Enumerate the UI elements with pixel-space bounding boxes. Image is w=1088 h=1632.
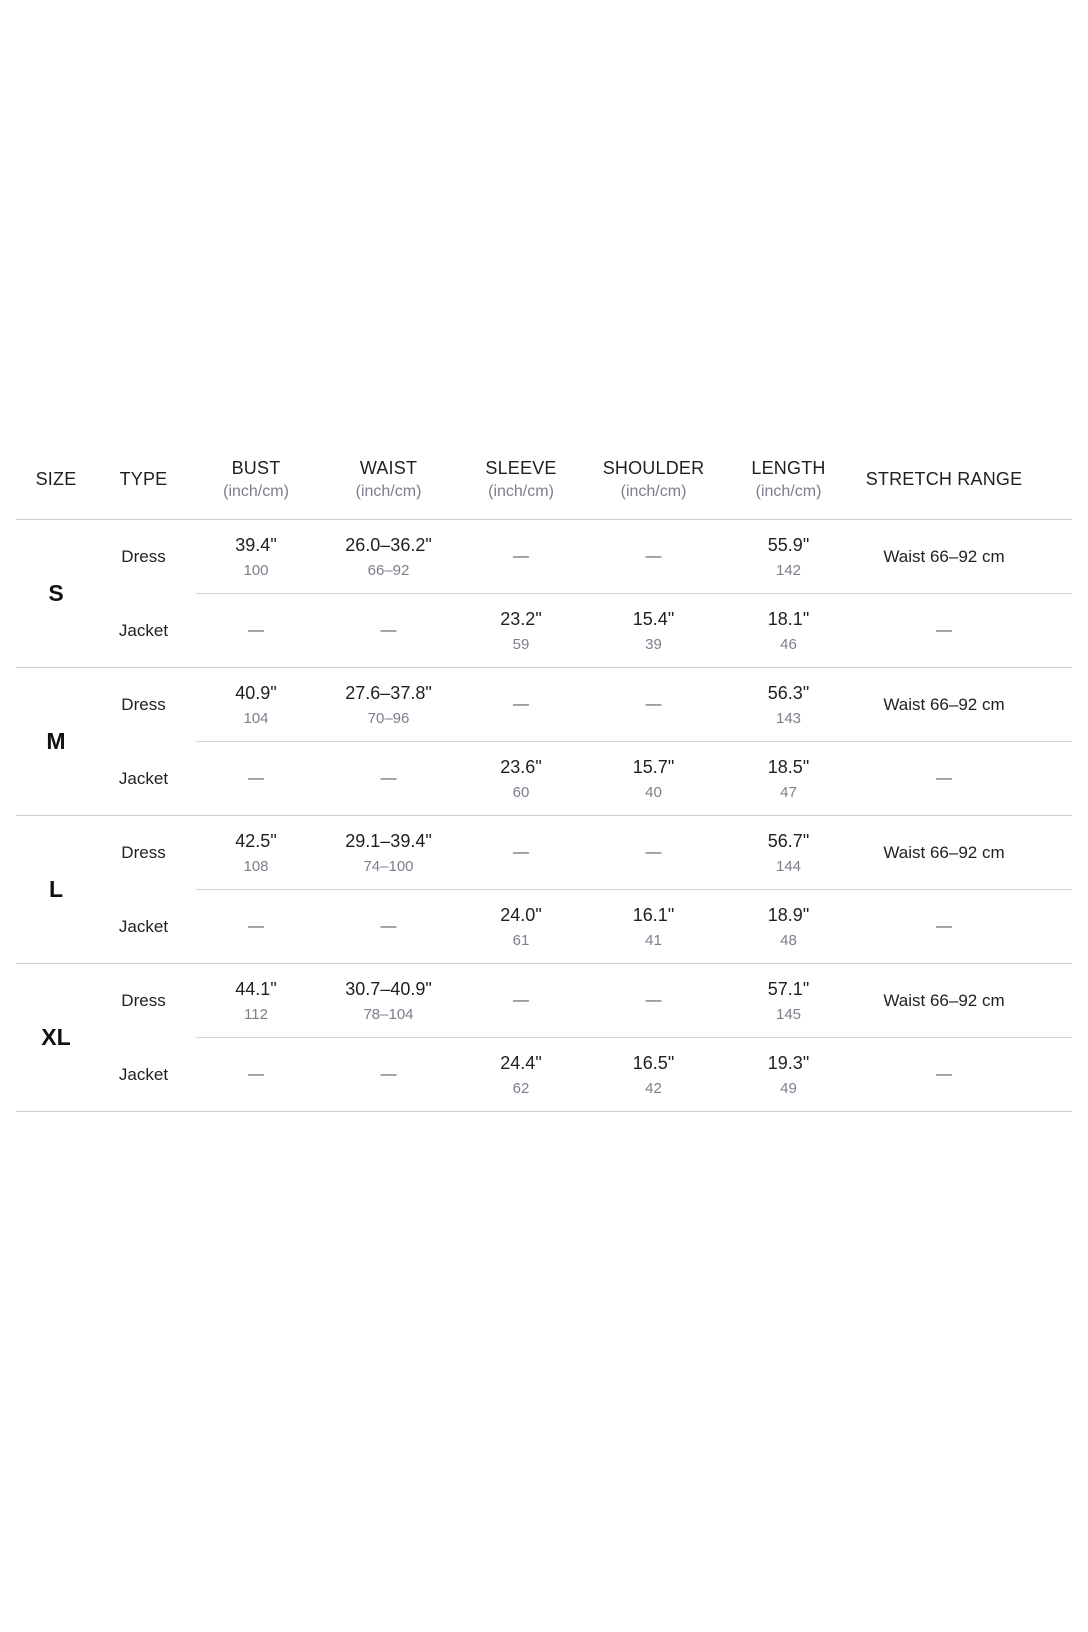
bust-cm: 108: [243, 857, 269, 875]
header-length-unit: (inch/cm): [755, 483, 822, 500]
header-type: [96, 440, 191, 519]
shoulder-cm: 39: [645, 635, 662, 653]
empty-cell: —: [936, 1065, 952, 1083]
bust-inch: 44.1": [235, 978, 277, 999]
table-row-dress: [16, 668, 1072, 741]
type-cell: Dress: [121, 990, 166, 1010]
header-sleeve-label: SLEEVE: [485, 458, 557, 478]
type-cell: Dress: [121, 694, 166, 714]
waist-inch: 29.1–39.4": [345, 830, 432, 851]
waist-cm: 78–104: [363, 1005, 414, 1023]
type-cell: Dress: [121, 546, 166, 566]
empty-cell: —: [936, 621, 952, 639]
shoulder-inch: 16.1": [632, 904, 675, 925]
header-waist-unit: (inch/cm): [355, 483, 422, 500]
stretch-range: Waist 66–92 cm: [883, 694, 1005, 714]
length-inch: 18.1": [767, 608, 810, 629]
length-cm: 47: [780, 783, 797, 801]
length-cm: 143: [775, 709, 802, 727]
waist-cm: 66–92: [367, 561, 410, 579]
empty-cell: —: [513, 547, 529, 565]
shoulder-cm: 41: [645, 931, 662, 949]
header-length: [721, 440, 856, 519]
shoulder-inch: 15.7": [632, 756, 675, 777]
length-cm: 145: [775, 1005, 802, 1023]
waist-cm: 74–100: [363, 857, 414, 875]
sleeve-inch: 24.4": [500, 1052, 542, 1073]
waist-inch: 30.7–40.9": [345, 978, 432, 999]
header-waist: [321, 440, 456, 519]
size-group-xl: [16, 964, 1072, 1112]
length-cm: 46: [780, 635, 797, 653]
waist-cm: 70–96: [367, 709, 410, 727]
stretch-range: Waist 66–92 cm: [883, 990, 1005, 1010]
size-chart-table: [16, 440, 1072, 1112]
empty-cell: —: [513, 695, 529, 713]
header-shoulder: [586, 440, 721, 519]
empty-cell: —: [248, 917, 264, 935]
bust-cm: 104: [243, 709, 269, 727]
empty-cell: —: [936, 769, 952, 787]
bust-cm: 100: [243, 561, 269, 579]
size-label: L: [48, 876, 64, 902]
size-group-m: [16, 668, 1072, 816]
header-size-label: SIZE: [35, 469, 77, 489]
empty-cell: —: [645, 843, 662, 861]
type-cell: Jacket: [118, 916, 169, 936]
empty-cell: —: [380, 1065, 397, 1083]
header-waist-label: WAIST: [359, 458, 418, 478]
empty-cell: —: [513, 991, 529, 1009]
table-row-jacket: [16, 594, 1072, 667]
length-inch: 18.9": [767, 904, 810, 925]
empty-cell: —: [645, 991, 662, 1009]
bust-inch: 40.9": [235, 682, 277, 703]
type-cell: Jacket: [118, 1064, 169, 1084]
header-length-label: LENGTH: [751, 458, 826, 478]
table-row-dress: [16, 520, 1072, 593]
bust-inch: 39.4": [235, 534, 277, 555]
header-shoulder-unit: (inch/cm): [620, 483, 687, 500]
empty-cell: —: [380, 769, 397, 787]
length-inch: 55.9": [767, 534, 810, 555]
header-bust-unit: (inch/cm): [223, 483, 289, 500]
empty-cell: —: [936, 917, 952, 935]
size-group-s: [16, 520, 1072, 668]
sleeve-cm: 59: [512, 635, 530, 653]
size-group-l: [16, 816, 1072, 964]
sleeve-inch: 24.0": [500, 904, 542, 925]
header-bust-label: BUST: [231, 458, 281, 478]
empty-cell: —: [248, 1065, 264, 1083]
length-cm: 48: [780, 931, 797, 949]
header-type-label: TYPE: [119, 469, 168, 489]
type-cell: Jacket: [118, 620, 169, 640]
table-row-dress: [16, 816, 1072, 889]
length-inch: 56.3": [767, 682, 810, 703]
stretch-range: Waist 66–92 cm: [883, 842, 1005, 862]
waist-inch: 27.6–37.8": [345, 682, 432, 703]
table-row-dress: [16, 964, 1072, 1037]
length-inch: 57.1": [767, 978, 810, 999]
sleeve-cm: 62: [512, 1079, 530, 1097]
sleeve-inch: 23.2": [500, 608, 542, 629]
table-header: [16, 440, 1072, 520]
shoulder-cm: 42: [645, 1079, 662, 1097]
waist-inch: 26.0–36.2": [345, 534, 432, 555]
type-cell: Dress: [121, 842, 166, 862]
stretch-range: Waist 66–92 cm: [883, 546, 1005, 566]
table-row-jacket: [16, 742, 1072, 815]
size-label: S: [48, 580, 64, 606]
empty-cell: —: [380, 621, 397, 639]
bust-cm: 112: [244, 1005, 268, 1023]
length-inch: 19.3": [767, 1052, 810, 1073]
empty-cell: —: [380, 917, 397, 935]
sleeve-cm: 61: [512, 931, 530, 949]
header-stretch-label: STRETCH RANGE: [865, 469, 1023, 489]
table-row-jacket: [16, 1038, 1072, 1111]
length-inch: 56.7": [767, 830, 810, 851]
empty-cell: —: [513, 843, 529, 861]
shoulder-inch: 16.5": [632, 1052, 675, 1073]
header-size: [16, 440, 96, 519]
header-bust: [191, 440, 321, 519]
length-inch: 18.5": [767, 756, 810, 777]
size-label: XL: [41, 1024, 71, 1050]
shoulder-cm: 40: [645, 783, 662, 801]
empty-cell: —: [248, 621, 264, 639]
size-label: M: [46, 728, 66, 754]
header-sleeve: [456, 440, 586, 519]
bust-inch: 42.5": [235, 830, 277, 851]
length-cm: 144: [775, 857, 802, 875]
empty-cell: —: [645, 547, 662, 565]
length-cm: 49: [780, 1079, 797, 1097]
shoulder-inch: 15.4": [632, 608, 675, 629]
header-shoulder-label: SHOULDER: [602, 458, 705, 478]
empty-cell: —: [645, 695, 662, 713]
header-sleeve-unit: (inch/cm): [488, 483, 554, 500]
header-stretch: [856, 440, 1032, 519]
sleeve-cm: 60: [512, 783, 530, 801]
length-cm: 142: [775, 561, 802, 579]
sleeve-inch: 23.6": [500, 756, 542, 777]
type-cell: Jacket: [118, 768, 169, 788]
table-row-jacket: [16, 890, 1072, 963]
empty-cell: —: [248, 769, 264, 787]
